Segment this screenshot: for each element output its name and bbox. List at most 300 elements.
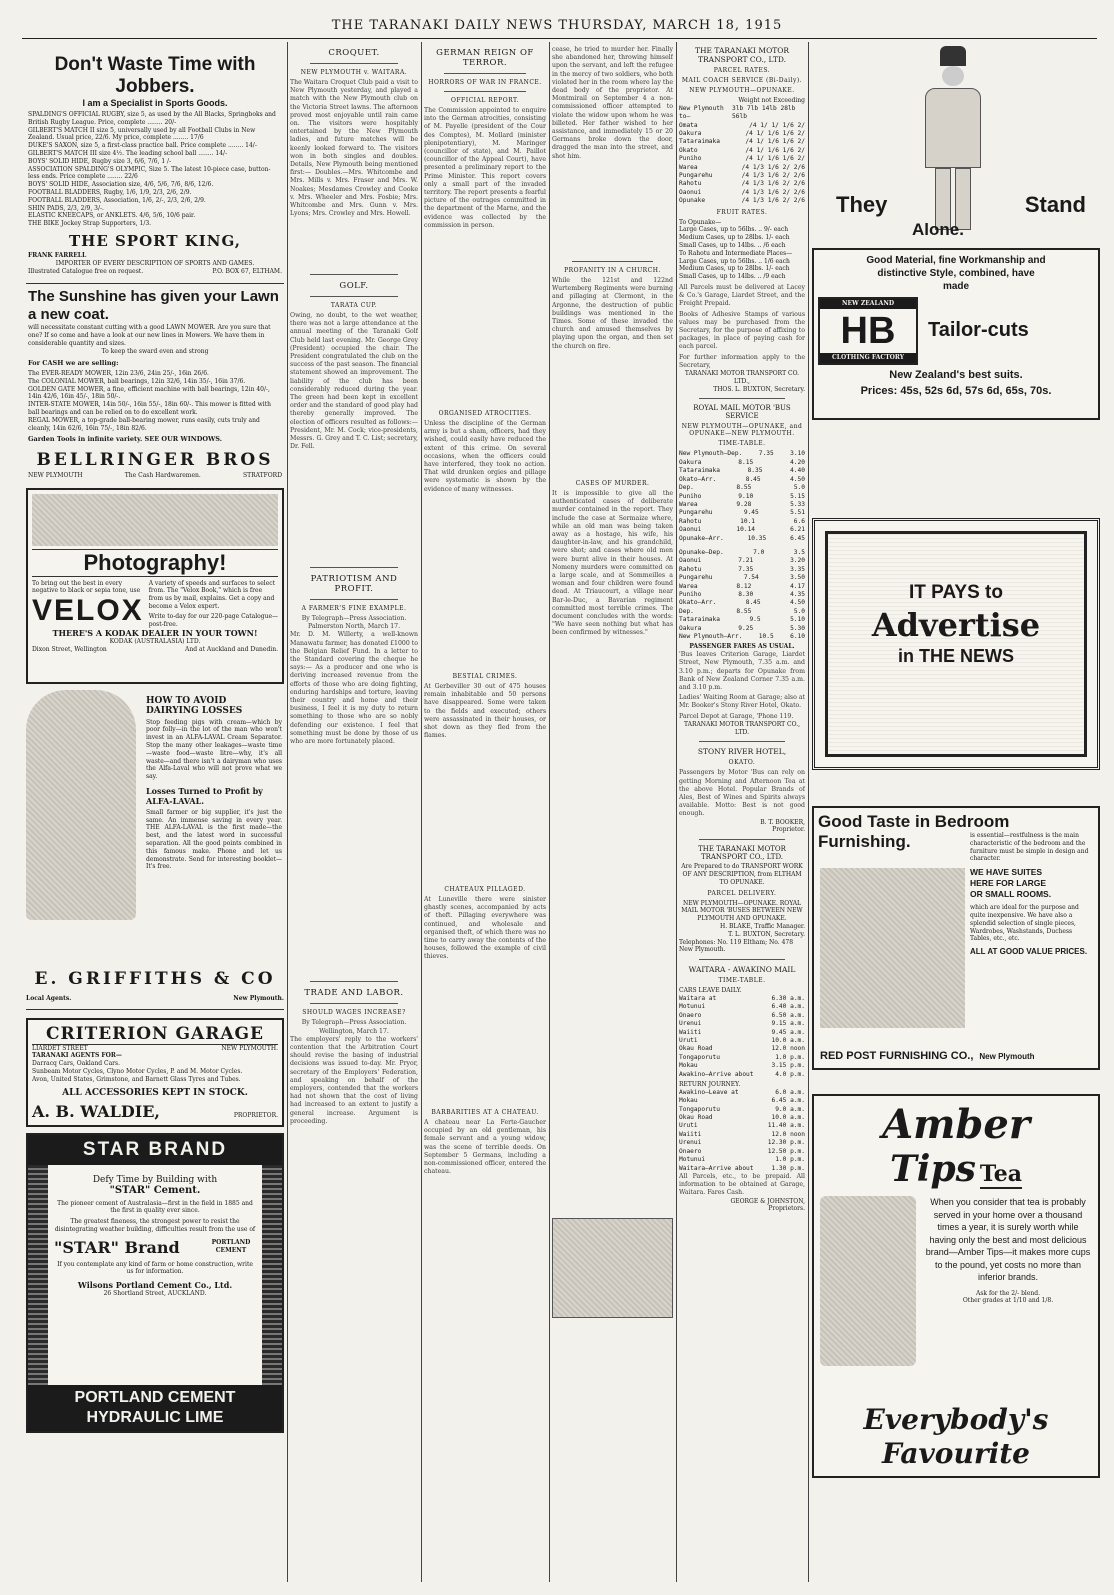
column-5 — [679, 42, 805, 1582]
column-pillar-left — [28, 1165, 48, 1389]
ad-subtitle: I am a Specialist in Sports Goods. — [82, 98, 228, 108]
article-body: The Waitara Croquet Club paid a visit to New Plymouth yesterday, and played a match with the New Plymouth club on the Victoria Street lawns. The afternoon proved most enjoyable until rain came on. The visitors were hospitably entertained by the New Plymouth ladies, and future matches will be keenly looked forward to. The visitors won in both singles and doubles. Details, New Plymouth being mentioned first:— Doubles.—Mrs. Whitcombe and Mrs. Mills v. Mrs. Fraser and Mrs. W. Noakes; Mesdames Crowley and Cooke v. Mrs. Wheeler and Mrs. Fosbie; Mrs. Whitcombe and Mrs. Gunn v. Mrs. Lyons; Mrs. Crowley and Mrs. Howell. — [290, 79, 418, 218]
article-subheading: NEW PLYMOUTH v. WAITARA. — [300, 69, 408, 76]
footer-left: NEW PLYMOUTH — [28, 471, 83, 479]
ad-title: The Sunshine has given your Lawn a new coat. — [28, 288, 279, 324]
time-value: 9.28 — [736, 500, 752, 508]
place-name: Omata — [679, 121, 698, 129]
footer-banner — [28, 1385, 282, 1431]
place-name: Oaonui — [679, 526, 702, 534]
divider — [699, 839, 785, 840]
transport-parcel-rates — [679, 46, 805, 393]
article-subheading: BARBARITIES AT A CHATEAU. — [431, 1109, 539, 1116]
fruit-rate-line: Large Cases, up to 56lbs. .. 9/- each — [679, 226, 789, 234]
ad-garden: Garden Tools in infinite variety. SEE OUR WINDOWS. — [28, 435, 223, 444]
column-rule — [421, 42, 422, 1582]
ad-item: GILBERT'S MATCH III size 4½. The leading school ball ........ 14/- — [28, 149, 228, 157]
ad-item: DUKE'S SAXON, size 5, a first-class practice ball. Price complete ........ 14/- — [28, 142, 257, 150]
section-heading: THE TARANAKI MOTOR TRANSPORT CO., LTD. — [698, 845, 786, 862]
ad-item: SPALDING'S OFFICIAL RUGBY, size 5, as used by the All Blacks, Springboks and British Rugby League. Price, complete ........ 20/- — [28, 111, 276, 126]
place-name: New Plymouth—Arr. — [679, 633, 743, 640]
ad-line: The pioneer cement of Australasia—first in the field in 1885 and the first in quality ever since. — [57, 1199, 253, 1215]
section-subheading: PARCEL DELIVERY. — [707, 889, 777, 897]
time-value: /4 1/ 1/6 1/6 2/ — [745, 130, 805, 138]
column-6 — [812, 42, 1100, 1582]
time-value: 6.45 a.m. — [771, 1097, 805, 1105]
divider — [310, 981, 398, 982]
place-name: Tataraimaka — [679, 467, 720, 475]
article-heading: GERMAN REIGN OF TERROR. — [436, 48, 534, 68]
time-value: 10.35 — [747, 534, 767, 542]
article-body: The Commission appointed to enquire into the German atrocities, consisting of M. Payelle (president of the Cour des Comptes), M. Mollard (minister plenipotentiary), M. Maringer (councillor of state), and M. Paillot (councillor of the Appeal Court), have presented a preliminary report to the Prime Minister. This report covers only a small part of the invaded territory. The report presents a fearful picture of the outrages committed in the department of the Marne, and the evidence was collected by the commission in person. — [424, 107, 546, 229]
place-name: Puniho — [679, 590, 702, 598]
time-value: 5.33 — [790, 500, 805, 508]
time-value: /4 1/ 1/6 1/6 2/ — [745, 138, 805, 146]
place-name: Pungarehu — [679, 574, 713, 582]
time-value: 3.5 — [793, 548, 805, 556]
place-name: Okato—Arr. — [679, 599, 717, 607]
timetable-row — [679, 501, 805, 509]
section-subheading: FRUIT RATES. — [716, 208, 768, 216]
divider — [310, 1003, 398, 1004]
tagline: THERE'S A KODAK DEALER IN YOUR TOWN! — [52, 628, 258, 639]
ad-title: Furnishing. — [818, 832, 911, 851]
column-rule — [549, 42, 550, 1582]
timetable-row — [679, 1012, 805, 1020]
section-heading: THE TARANAKI MOTOR TRANSPORT CO., LTD. — [694, 46, 790, 64]
fruit-rate-line: Large Cases, up to 56lbs. .. 1/6 each — [679, 257, 790, 265]
divider — [444, 91, 526, 92]
note: Parcel Depot at Garage, 'Phone 119. — [679, 712, 794, 720]
section-heading: ROYAL MAIL MOTOR 'BUS SERVICE — [693, 404, 791, 421]
divider — [572, 261, 653, 262]
place-name: Okau Road — [679, 1045, 713, 1053]
section-subheading: TIME-TABLE. — [718, 977, 766, 985]
timetable-row — [679, 574, 805, 582]
place-name: Mokau — [679, 1097, 698, 1105]
footer-line: PORTLAND CEMENT — [74, 1388, 236, 1406]
dairy-woman-illustration — [26, 690, 136, 920]
time-value: 6.30 a.m. — [771, 995, 805, 1002]
signature: B. T. BOOKER, — [760, 818, 805, 826]
timetable-row — [679, 450, 805, 458]
phones: Telephones: No. 119 Eltham; No. 478 New Plymouth. — [679, 938, 794, 954]
time-value: /4 1/3 1/6 2/ 2/6 — [741, 180, 805, 188]
time-value: /4 1/3 1/6 2/ 2/6 — [741, 163, 805, 171]
agent-line: Darracq Cars, Oakland Cars. — [32, 1060, 121, 1068]
place-name: Pungarehu — [679, 509, 713, 517]
time-value: 3.20 — [790, 557, 805, 565]
footer-mid: The Cash Hardwaremen. — [124, 471, 201, 479]
timetable-row — [679, 549, 805, 557]
ad-body: When you consider that tea is probably served in your home over a thousand times a year, it is surely worth while having only the best and most delicious brand—Amber Tips—it makes more cups to the pound, yet costs no more than inferior brands. — [925, 1197, 1091, 1282]
ad-tagline: Good Material, fine Workmanship and — [866, 255, 1046, 266]
article-body: cease, he tried to murder her. Finally she abandoned her, throwing himself upon the servant, and left the refugee in the mercy of two soldiers, who both violated her in the room where lay the dead body of the proprietor. At Montmirail on September 4 a non-commissioned officer attempted to violate the widow upon whom he was billeted. Her father wished to her assistance, and immediately 15 or 20 Germans broke down the door, dragged the man into the street, and shot him. — [552, 46, 673, 160]
article-body: It is impossible to give all the authenticated cases of deliberate murder contained in the report. They include the case at Sermaize where, while an old man was being taken away as a hostage, his wife, his daughter-in-law, and his grandchild, were shot; and cases where old men were burnt alive in their houses. At Nomeny murders were committed on a large scale, and at Sommeilles a woman and four children were found dead. At Triaucourt, a village near Bar-le-Duc, a Bavarian regiment committed most terrible crimes. The document concludes with the words: "We have seen nothing but what has been confirmed by witnesses." — [552, 490, 673, 637]
ad-slogan: Everybody's — [863, 1403, 1049, 1436]
mower-item: INTER-STATE MOWER, 14in 50/-, 16in 55/-, 18in 60/-. This mower is fitted with ball bearings and can be relied on to do excellent work. — [28, 401, 271, 416]
ad-line-large: Advertise — [871, 606, 1041, 644]
red-post-furnishing-ad — [812, 806, 1100, 1070]
timetable-outbound — [679, 995, 805, 1079]
ad-body: NEW PLYMOUTH—OPUNAKE. ROYAL MAIL MOTOR 'BUSES BETWEEN NEW PLYMOUTH AND OPUNAKE. — [681, 899, 803, 923]
timetable-row — [679, 1122, 805, 1130]
place-name: Okau Road — [679, 1114, 713, 1122]
royal-mail-timetable — [679, 404, 805, 736]
time-value: 6.0 a.m. — [775, 1088, 805, 1096]
divider — [310, 599, 398, 600]
time-value: 8.55 — [736, 484, 752, 492]
section-heading: WAITARA - AWAKINO MAIL — [688, 965, 796, 975]
place-name: Motunui — [679, 1003, 706, 1011]
brand-name: Amber — [882, 1101, 1030, 1148]
time-value: /4 1/ 1/6 1/6 2/ — [745, 146, 805, 154]
timetable-row — [679, 467, 805, 475]
fares-note: PASSENGER FARES AS USUAL. — [689, 643, 795, 651]
brand-suffix: Tea — [979, 1161, 1022, 1187]
ad-line: "STAR" Cement. — [109, 1184, 201, 1196]
divider — [310, 274, 398, 275]
ad-tagline: distinctive Style, combined, have — [877, 268, 1035, 279]
ad-line: in THE NEWS — [898, 646, 1014, 666]
timetable-row — [679, 1131, 805, 1139]
velox-ad — [26, 488, 284, 684]
signature-title: Proprietor. — [772, 826, 805, 834]
time-value: 12.0 noon — [771, 1045, 805, 1053]
article-subheading: CHATEAUX PILLAGED. — [444, 886, 526, 893]
timetable-row — [679, 608, 805, 616]
time-value: 3.10 — [790, 450, 805, 458]
ad-slogan: Tailor-cuts — [928, 319, 1029, 342]
company: RED POST FURNISHING CO., — [820, 1050, 974, 1062]
column-rule — [676, 42, 677, 1582]
hb-clothing-ad — [812, 248, 1100, 420]
timetable-row — [679, 535, 805, 543]
ad-line: Defy Time by Building with — [92, 1174, 218, 1185]
place-name: Oakura — [679, 458, 702, 466]
note: For further information apply to the Secretary, — [679, 353, 805, 369]
time-value: 8.15 — [738, 458, 754, 466]
time-value: 7.54 — [743, 574, 759, 582]
ad-left-text: To bring out the best in every negative to black or sepia tone, use — [32, 579, 141, 595]
rate-row — [679, 189, 805, 197]
footer-left: Local Agents. — [26, 994, 72, 1002]
footer-right: New Plymouth. — [233, 994, 284, 1002]
ad-intro: will necessitate constant cutting with a good LAWN MOWER. Are you sure that one? If so come and have a look at our new lines in Mowers. We have them in considerable quantity and sizes. — [28, 324, 271, 347]
time-value: 8.55 — [736, 607, 752, 615]
article-subheading: SHOULD WAGES INCREASE? — [302, 1009, 406, 1017]
signature: T. L. BUXTON, Secretary. — [728, 930, 805, 938]
time-value: 5.30 — [790, 624, 805, 632]
place-name: Waiiti — [679, 1028, 702, 1036]
logo-label: CLOTHING FACTORY — [820, 353, 916, 363]
place-name: Opunake—Arr. — [679, 534, 724, 542]
logo-label: NEW ZEALAND — [820, 299, 916, 309]
column-rule — [808, 42, 809, 1582]
timetable-row — [679, 625, 805, 633]
place-name: Urenui — [679, 1139, 702, 1147]
ad-item: FOOTBALL BLADDERS, Rugby, 1/6, 1/9, 2/3, 2/6, 2/9. — [28, 188, 192, 196]
footer-right: STRATFORD — [242, 471, 282, 479]
agent-line: Sunbeam Motor Cycles, Clyno Motor Cycles, P. and M. Motor Cycles. — [32, 1067, 243, 1075]
time-value: 10.0 a.m. — [771, 1037, 805, 1045]
time-value: 10.14 — [736, 526, 756, 534]
brand-row — [54, 1238, 256, 1257]
article-body: At Gerbeviller 30 out of 475 houses remain inhabitable and 50 persons have disappeared. Some were taken to the fields and executed; others were assassinated in their houses, or shot down as they fled from the flames. — [424, 683, 546, 740]
mower-item: REGAL MOWER, a top-grade ball-bearing mower, runs easily, cuts truly and cleanly, 14in 62/6, 16in 75/-, 18in 82/6. — [28, 416, 260, 432]
time-value: 8.35 — [747, 467, 763, 475]
ad-item: SHIN PADS, 2/3, 2/9, 3/-. — [28, 204, 104, 212]
time-value: 5.51 — [790, 509, 805, 517]
timetable-outbound — [679, 450, 805, 542]
note: Books of Adhesive Stamps of various values may be purchased from the Secretary, for the purpose of affixing to packages, in place of paying cash for each parcel. — [679, 310, 805, 351]
ad-tagline: made — [942, 281, 970, 292]
waitara-awakino-timetable — [679, 965, 805, 1213]
catalogue-note: Illustrated Catalogue free on request. — [28, 267, 144, 275]
weight-heading: Weight not Exceeding — [738, 97, 805, 104]
place-name: Waitara at — [679, 995, 717, 1002]
time-value: 10.5 — [758, 633, 774, 640]
article-heading: GOLF. — [339, 281, 369, 291]
place-name: Rahotu — [679, 565, 702, 573]
advertisement-illustration — [552, 1218, 673, 1318]
spacer — [812, 1076, 1100, 1094]
ad-title: HOW TO AVOID DAIRYING LOSSES — [146, 695, 243, 716]
logo-mark: HB — [840, 309, 896, 352]
place-name: Pungarehu — [679, 172, 713, 180]
ad-body: is essential—restfulness is the main characteristic of the bedroom and the furniture must be simple in design and character. — [970, 832, 1089, 863]
ad-line: The greatest fineness, the strongest power to resist the disintegrating weather building, difficulties result from the use of — [54, 1218, 256, 1233]
furniture-illustration — [820, 868, 965, 1028]
timetable-row — [679, 1139, 805, 1147]
fruit-rate-line: To Opunake— — [679, 218, 722, 226]
ad-body: which are ideal for the purpose and quite inexpensive. We have also a splendid selection of single pieces, Wardrobes, Washstands, Duchess Tables, etc., etc. — [970, 904, 1079, 943]
section-subheading: RETURN JOURNEY. — [679, 1081, 741, 1089]
article-subheading: PROFANITY IN A CHURCH. — [564, 267, 661, 274]
spacer — [812, 776, 1100, 806]
rate-row — [679, 138, 805, 146]
rate-row — [679, 155, 805, 163]
place-name: Uruti — [679, 1122, 698, 1130]
article-subheading: OFFICIAL REPORT. — [450, 97, 520, 104]
timetable-row — [679, 1062, 805, 1070]
place-name: Tongaporutu — [679, 1053, 720, 1061]
divider — [699, 398, 785, 399]
place-name: New Plymouth—Dep. — [679, 450, 743, 458]
place-name: Urenui — [679, 1020, 702, 1028]
street-row — [32, 1045, 278, 1053]
time-value: 5.0 — [793, 607, 805, 615]
place-name: Tongaporutu — [679, 1105, 720, 1113]
stand-alone-ad — [812, 42, 1100, 242]
time-value: 11.40 a.m. — [767, 1122, 805, 1130]
ad-note: Ask for the 2/- blend. — [976, 1289, 1040, 1297]
time-value: 6.21 — [790, 526, 805, 534]
footer-row — [28, 472, 282, 480]
column-2 — [290, 42, 418, 1582]
note: 'Bus leaves Criterion Garage, Liardet Street, New Plymouth, 7.35 a.m. and 3.10 p.m.; departs for Opunake from Bank of New Zealand Corner 7.35 a.m. and 3.10 p.m. — [679, 651, 805, 692]
rates-header-cols: 3lb 7lb 14lb 28lb 56lb — [732, 104, 796, 121]
section-subheading: PARCEL RATES. — [713, 67, 771, 74]
address-left: Dixon Street, Wellington — [32, 646, 107, 654]
time-value: 12.0 noon — [771, 1130, 805, 1138]
place-name: Onaero — [679, 1147, 702, 1155]
rate-row — [679, 147, 805, 155]
time-value: 5.10 — [790, 616, 805, 624]
time-value: 9.10 — [738, 492, 754, 500]
time-value: 8.45 — [745, 475, 761, 483]
divider — [310, 567, 398, 568]
ad-line: New Zealand's best suits. — [889, 368, 1023, 381]
ad-body — [32, 580, 278, 629]
time-value: 4.17 — [790, 582, 805, 590]
place-name: Warea — [679, 582, 698, 590]
agent-line: Avon, United States, Grimstone, and Barnett Glass Tyres and Tubes. — [32, 1075, 241, 1083]
section-subheading: MAIL COACH SERVICE (Bi-Daily). — [681, 77, 803, 84]
time-value: 1.0 p.m. — [775, 1156, 805, 1164]
time-value: /4 1/ 1/6 1/6 2/ — [745, 155, 805, 163]
fruit-rate-line: Small Cases, up to 14lbs. .. /9 each — [679, 273, 786, 281]
ad-item: BOYS' SOLID HIDE, Rugby size 3, 6/6, 7/6, 1 /- — [28, 157, 172, 165]
time-value: 8.45 — [745, 599, 761, 607]
article-body: While the 121st and 122nd Wurtemberg Regiments were burning and pillaging at Clermont, in the Argonne, the destruction of public buildings was mentioned in the Times. Some of these invaded the church and amused themselves by playing upon the organ, and then set the church on fire. — [552, 277, 673, 350]
note: Ladies' Waiting Room at Garage; also at Mr. Booker's Stony River Hotel, Okato. — [679, 694, 805, 710]
column-rule — [287, 42, 288, 1582]
ad-word-left: They — [836, 192, 888, 217]
masthead-rule — [22, 38, 1097, 39]
time-value: 3.50 — [790, 574, 805, 582]
article-heading: PATRIOTISM AND PROFIT. — [310, 574, 398, 594]
timetable-return — [679, 549, 805, 641]
brand-name: THE SPORT KING, — [68, 231, 242, 250]
ad-word-bottom: Alone. — [912, 220, 964, 239]
place-name: Rahotu — [679, 517, 702, 525]
fruit-rate-line: Medium Cases, up to 28lbs. 1/- each — [679, 234, 790, 242]
time-value: /4 1/3 1/6 2/ 2/6 — [741, 172, 805, 180]
column-pillar-right — [262, 1165, 282, 1389]
ad-item: ELASTIC KNEECAPS, or ANKLETS. 4/6, 5/6, 10/6 pair. — [28, 212, 196, 220]
article-body: Unless the discipline of the German army is but a sham, officers, had they wished, could easily have reduced the extent of this crime. On several occasions, when the officers could have interfered, they took no action. That wild drunken orgies and pillage were systematic is shown by the evidence of many witnesses. — [424, 420, 546, 493]
ad-highlight: HERE FOR LARGE — [970, 878, 1047, 889]
ad-highlight: OR SMALL ROOMS. — [970, 889, 1052, 900]
ad-item: THE BIKE Jockey Strap Supporters, 1/3. — [28, 220, 152, 228]
note: All Parcels must be delivered at Lacey & Co.'s Garage, Liardet Street, and the Freight Prepaid. — [679, 284, 805, 308]
article-body: Owing, no doubt, to the wet weather, there was not a large attendance at the annual meeting of the Taranaki Golf Club held last evening. Mr. George Grey (President) occupied the chair. The President congratulated the club on the success of the past season. The financial statement showed an improvement. The liability of the club has been considerably reduced during the year. The green had been kept in excellent order and the standard of good play had thereby generally improved. The election of officers resulted as follows:—President, Mr. M. Cock; vice-presidents, Messrs. G. Grey and T. C. List; secretary, Dr. Fell. — [290, 312, 418, 451]
article-subheading: A FARMER'S FINE EXAMPLE. — [301, 605, 407, 612]
timetable-row — [679, 1037, 805, 1045]
owner: A. B. WALDIE, — [32, 1101, 160, 1121]
note: All Parcels, etc., to be prepaid. All information to be obtained at Garage, Waitara. Fares Cash. — [679, 1172, 805, 1197]
fruit-rate-line: Small Cases, up to 14lbs. .. /6 each — [679, 242, 786, 250]
time-value: 1.30 p.m. — [771, 1164, 805, 1172]
timetable-row — [679, 1003, 805, 1011]
footer-row — [820, 1050, 1035, 1062]
ad-body: Passengers by Motor 'Bus can rely on getting Morning and Afternoon Tea at the above Hotel. Popular Brands of Ales, Best of Wines and Spirits always available. Motto: Best is not good enough. — [679, 769, 805, 818]
ad-highlight: WE HAVE SUITES — [970, 867, 1043, 878]
timetable-row — [679, 509, 805, 517]
article-heading: CROQUET. — [328, 48, 380, 58]
article-subheading: HORRORS OF WAR IN FRANCE. — [428, 79, 542, 86]
place-name: Dep. — [679, 484, 694, 492]
time-value: 9.15 a.m. — [771, 1020, 805, 1028]
time-value: 4.0 p.m. — [775, 1070, 805, 1078]
rate-row — [679, 197, 805, 205]
ad-item: ASSOCIATION SPALDING'S OLYMPIC, Size 5. The latest 10-piece case, button-less ends. Price complete ........ 22/6 — [28, 165, 271, 181]
man-illustration — [917, 46, 989, 236]
place-name: Tataraimaka — [679, 138, 720, 146]
mower-item: GOLDEN GATE MOWER, a fine, efficient machine with ball bearings, 12in 40/-, 14in 42/6, 16in 45/-, 18in 50/-. — [28, 385, 270, 401]
time-value: 6.6 — [793, 517, 805, 525]
brand-name: Tips — [889, 1148, 976, 1190]
owner-desc: IMPORTER OF EVERY DESCRIPTION OF SPORTS AND GAMES. — [55, 259, 255, 267]
timetable-row — [679, 1148, 805, 1156]
timetable-row — [679, 995, 805, 1003]
time-value: 5.0 — [793, 484, 805, 492]
time-value: 9.25 — [738, 624, 754, 632]
timetable-row — [679, 1020, 805, 1028]
time-value: 3.15 p.m. — [771, 1062, 805, 1070]
place-name: Waitara—Arrive about — [679, 1164, 754, 1172]
rates-table — [679, 122, 805, 206]
time-value: 8.30 — [738, 590, 754, 598]
catalogue-note: Write to-day for our 220-page Catalogue—post-free. — [148, 612, 279, 628]
time-value: 6.40 a.m. — [771, 1003, 805, 1011]
footer-line: HYDRAULIC LIME — [86, 1408, 224, 1426]
signature: THOS. L. BUXTON, Secretary. — [713, 385, 805, 393]
ad-prices: ALL AT GOOD VALUE PRICES. — [970, 947, 1088, 957]
timetable-row — [679, 1156, 805, 1164]
place-name: Uruti — [679, 1037, 698, 1045]
time-value: 9.5 — [749, 616, 761, 624]
article-heading: TRADE AND LABOR. — [304, 988, 404, 999]
place: New Plymouth — [979, 1052, 1035, 1061]
brand-name: E. GRIFFITHS & CO — [34, 968, 276, 989]
timetable-row — [679, 1106, 805, 1114]
alfa-laval-ad — [26, 690, 284, 1010]
timetable-row — [679, 566, 805, 574]
ad-subtitle: Losses Turned to Profit by ALFA-LAVAL. — [146, 785, 263, 806]
bellringer-ad — [26, 283, 284, 481]
place-name: Puniho — [679, 492, 702, 500]
ad-cash: For CASH we are selling: — [28, 358, 119, 367]
place-name: Awakino—Leave at — [679, 1088, 739, 1096]
rate-row — [679, 122, 805, 130]
time-value: 4.35 — [790, 590, 805, 598]
timetable-row — [679, 591, 805, 599]
ad-item: FOOTBALL BLADDERS, Association, 1/6, 2/-, 2/3, 2/6, 2/9. — [28, 196, 206, 204]
rates-header — [679, 105, 805, 122]
article-dateline: By Telegraph—Press Association. Wellington, March 17. — [301, 1019, 407, 1035]
timetable-row — [679, 1114, 805, 1122]
divider — [310, 296, 398, 297]
mower-item: The EVER-READY MOWER, 12in 23/6, 24in 25/-, 16in 26/6. — [28, 369, 209, 377]
timetable-row — [679, 1097, 805, 1105]
ad-body-2: Small farmer or big supplier, it's just the same. An immense saving in every year. THE ALFA-LAVAL is the first made—the best, and the latest word in successful separation. All the good points combined in this famous make. Phone and let us demonstrate. Send for interesting booklet—It's free. — [146, 808, 282, 871]
brand-name: VELOX — [32, 594, 144, 628]
timetable-row — [679, 1045, 805, 1053]
time-value: 10.0 a.m. — [771, 1114, 805, 1122]
footer-row — [26, 995, 284, 1003]
brand-name: "STAR" Brand — [54, 1237, 180, 1257]
rates-header-left: New Plymouth to— — [679, 104, 724, 121]
timetable-row — [679, 583, 805, 591]
ad-title: CRITERION GARAGE — [32, 1024, 278, 1045]
spacer — [812, 426, 1100, 518]
agents-heading: TARANAKI AGENTS FOR— — [32, 1052, 122, 1060]
timetable-row — [679, 1029, 805, 1037]
signature-title: Proprietors. — [768, 1205, 805, 1213]
star-cement-ad — [26, 1133, 284, 1433]
